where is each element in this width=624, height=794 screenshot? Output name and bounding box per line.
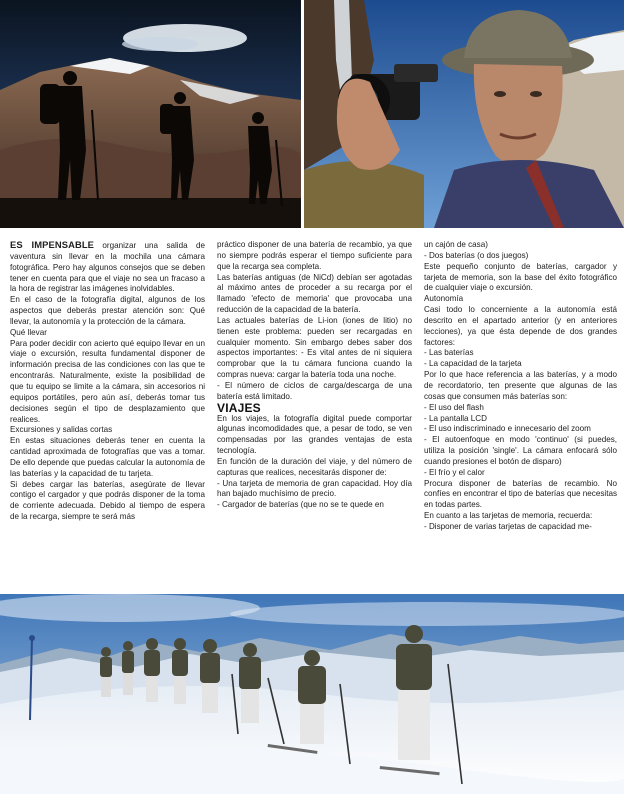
article-paragraph: - Una tarjeta de memoria de gran capacidad. Hoy día han bajado muchísimo de precio.	[217, 478, 412, 499]
subheading-autonomia: Autonomía	[424, 294, 464, 304]
mountain-hikers-photo	[0, 0, 301, 228]
lead-phrase: ES IMPENSABLE	[10, 240, 95, 250]
list-item: - El autoenfoque en modo 'continuo' (si puedes, utiliza la posición 'single'. La cámara enfocará sólo cuando presiones el botón de disparo)	[424, 435, 617, 466]
snow-soldiers-photo	[0, 594, 624, 794]
article-paragraph: Por lo que hace referencia a las baterías, y a modo de recordatorio, ten presente que algunas de las cosas que consumen más baterías son:	[424, 370, 617, 401]
list-item: - La capacidad de la tarjeta	[424, 359, 522, 369]
article-column-2	[217, 240, 412, 586]
list-item: - Dos baterías (o dos juegos)	[424, 250, 529, 260]
article-paragraph: Las actuales baterías de Li-ion (iones de litio) no tienen este problema: pueden ser recargadas en cualquier momento. Sin embargo debes saber dos aspectos importantes: - Es vital antes de ni siquiera comprobar que la tu cámara funciona cuando la compras nueva: cargar la batería toda una noche.	[217, 315, 412, 380]
article-paragraph: - El número de ciclos de carga/descarga de una batería está limitado.	[217, 380, 412, 401]
article-paragraph: Casi todo lo concerniente a la autonomía está descrito en el apartado anterior (y en anteriores lecciones), ya que ésta depende de dos grandes factores:	[424, 305, 617, 347]
article-paragraph: Procura disponer de baterías de recambio. No confíes en encontrar el tipo de baterías que necesitas en todas partes.	[424, 478, 617, 510]
article-paragraph: En estas situaciones deberás tener en cuenta la cantidad aproximada de fotografías que vas a tomar. De ello depende que puedas calcular la autonomía de las baterías y la capacidad de tu tarjeta.	[10, 436, 205, 478]
photographer-photo	[304, 0, 624, 228]
article-paragraph: En cuanto a las tarjetas de memoria, recuerda:	[424, 511, 593, 521]
article-paragraph: Este pequeño conjunto de baterías, cargador y tarjeta de memoria, son la base del éxito fotográfico de cualquier viaje o excursión.	[424, 261, 617, 293]
article-paragraph: En los viajes, la fotografía digital puede comportar algunas incomodidades que, a pesar de todo, se ven compensadas por las grandes ventajas de esta tecnología.	[217, 413, 412, 456]
article-paragraph: práctico disponer de una batería de recambio, ya que no siempre podrás esperar el tiempo suficiente para que la recarga sea completa.	[217, 240, 412, 271]
article-paragraph	[10, 240, 205, 295]
article-paragraph: En función de la duración del viaje, y del número de capturas que realices, necesitarás disponer de:	[217, 456, 412, 477]
subheading-excursiones: Excursiones y salidas cortas	[10, 425, 113, 435]
article-paragraph: En el caso de la fotografía digital, algunos de los aspectos que deberás prestar atención son: Qué llevar, la autonomía y la protección de la cámara.	[10, 295, 205, 326]
list-item: - Las baterías	[424, 348, 474, 358]
article-column-1	[10, 240, 205, 586]
section-heading-viajes: VIAJES	[217, 400, 261, 415]
list-item: - El uso indiscriminado e innecesario del zoom	[424, 424, 591, 434]
article-paragraph: - Cargador de baterías (que no se te quede en	[217, 500, 384, 510]
article-paragraph: Las baterías antiguas (de NiCd) debían ser agotadas al máximo antes de proceder a su recarga por el llamado 'efecto de memoria' que provocaba una reducción de la capacidad de la batería.	[217, 272, 412, 315]
article-column-3	[424, 240, 617, 586]
article-paragraph: un cajón de casa)	[424, 240, 488, 249]
list-item: - El uso del flash	[424, 402, 484, 412]
subheading-que-llevar: Qué llevar	[10, 327, 47, 337]
lead-paragraph-text: organizar una salida de vaventura sin llevar en la mochila una cámara fotográfica. Pero hay algunos consejos que se deben tener en cuenta para que el viaje no sea un fracaso a la hora de registrar las imágenes inolvidables.	[10, 241, 205, 294]
list-item: - Disponer de varias tarjetas de capacidad me-	[424, 521, 592, 531]
article-paragraph: Si debes cargar las baterías, asegúrate de llevar contigo el cargador y que podrás disponer de la toma de corriente adecuada. Debido al tiempo de espera de la recarga, siempre te será más	[10, 479, 205, 522]
list-item: - La pantalla LCD	[424, 413, 487, 423]
list-item: - El frío y el calor	[424, 467, 485, 477]
article-paragraph: Para poder decidir con acierto qué equipo llevar en un viaje o excursión, resulta fundamental disponer de información precisa de las condiciones con las que te encontrarás. Naturalmente, existe la posibilidad de que tu equipo se limite a la cámara, sin accesorios ni equipos portátiles, pero aún así, deberás tomar tus decisiones según el tipo de desplazamiento que realices.	[10, 338, 205, 424]
